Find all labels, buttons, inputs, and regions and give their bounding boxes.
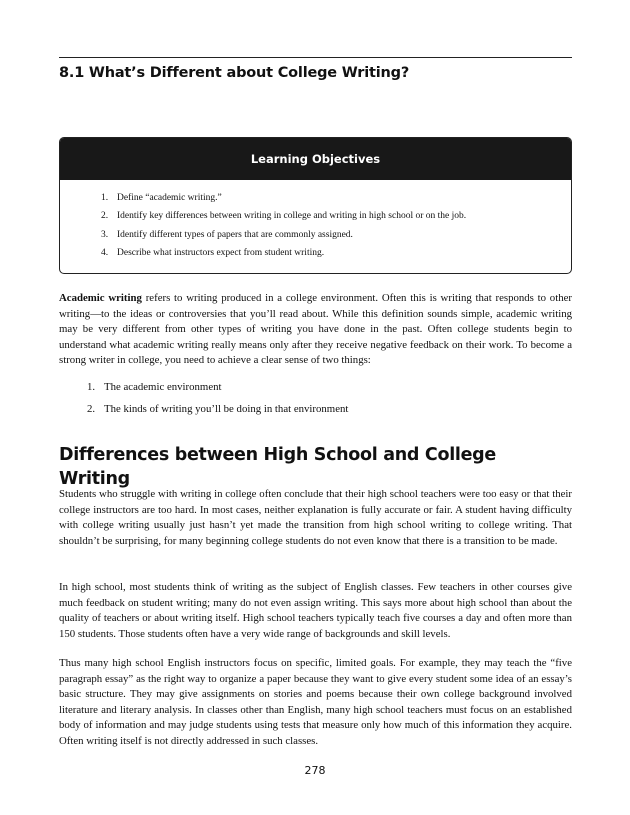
learning-objectives-list — [60, 180, 571, 262]
subheading: Differences between High School and College Writing — [59, 445, 496, 489]
objective-number: 1. — [101, 193, 109, 203]
section-title: 8.1 What’s Different about College Writing? — [59, 65, 410, 81]
page-number: 278 — [304, 764, 326, 777]
list-text: The kinds of writing you’ll be doing in that environment — [104, 402, 349, 415]
objective-text: Identify different types of papers that are commonly assigned. — [117, 229, 353, 240]
paragraph: Students who struggle with writing in college often conclude that their high school teachers were too easy or that their college instructors are too hard. In most cases, neither explanation is fully accurate or fair. A student having difficulty with college writing usually just hasn’t yet made the transition from high school writing to college writing. That shouldn’t be surprising, for many beginning college students do not even know that there is a transition to be made. — [59, 488, 572, 547]
objective-number: 4. — [101, 247, 109, 258]
list-number: 1. — [87, 381, 96, 393]
list-number: 2. — [87, 402, 96, 415]
objective-item — [101, 189, 571, 207]
objective-item — [101, 244, 571, 262]
keyword-academic-writing: Academic writing — [59, 292, 142, 304]
objective-text: Define “academic writing.” — [117, 193, 222, 203]
list-text: The academic environment — [104, 381, 222, 393]
list-item — [87, 402, 348, 424]
learning-objectives-box — [59, 137, 572, 274]
objective-text: Identify key differences between writing in college and writing in high school or on the job. — [117, 211, 467, 222]
objective-item — [101, 207, 571, 225]
objective-number: 2. — [101, 211, 109, 222]
objective-text: Describe what instructors expect from student writing. — [117, 247, 325, 258]
list-item — [87, 380, 348, 402]
objective-number: 3. — [101, 229, 109, 240]
top-rule — [59, 57, 572, 58]
two-things-list — [87, 380, 348, 423]
objective-item — [101, 226, 571, 244]
intro-text: refers to writing produced in a college environment. Often this is writing that responds to other writing—to the ideas or controversies that you’ll read about. While this definition sounds simple, academic writing may be very different from other types of writing you have done in the past. Often college students begin to understand what academic writing really means only after they receive negative feedback on their work. To become a strong writer in college, you need to achieve a clear sense of two things: — [59, 292, 572, 367]
paragraph: Thus many high school English instructors focus on specific, limited goals. For example, they may teach the “five paragraph essay” as the right way to organize a paper because they want to give every student some idea of an essay’s basic structure. They may give assignments on stories and poems because their own college background involved literature and literary analysis. In classes other than English, many high school teachers must focus on an established body of information and may judge students using tests that measure only how much of this information they acquire. Often writing itself is not directly addressed in such classes. — [59, 657, 572, 747]
learning-objectives-heading: Learning Objectives — [60, 138, 571, 180]
paragraph: In high school, most students think of writing as the subject of English classes. Few teachers in other courses give much feedback on student writing; many do not even assign writing. This says more about high school than about the quality of teachers or about writing itself. High school teachers typically teach five courses a day and often more than 150 students. Those students often have a very wide range of backgrounds and skill levels. — [59, 581, 572, 640]
intro-paragraph — [59, 291, 572, 369]
